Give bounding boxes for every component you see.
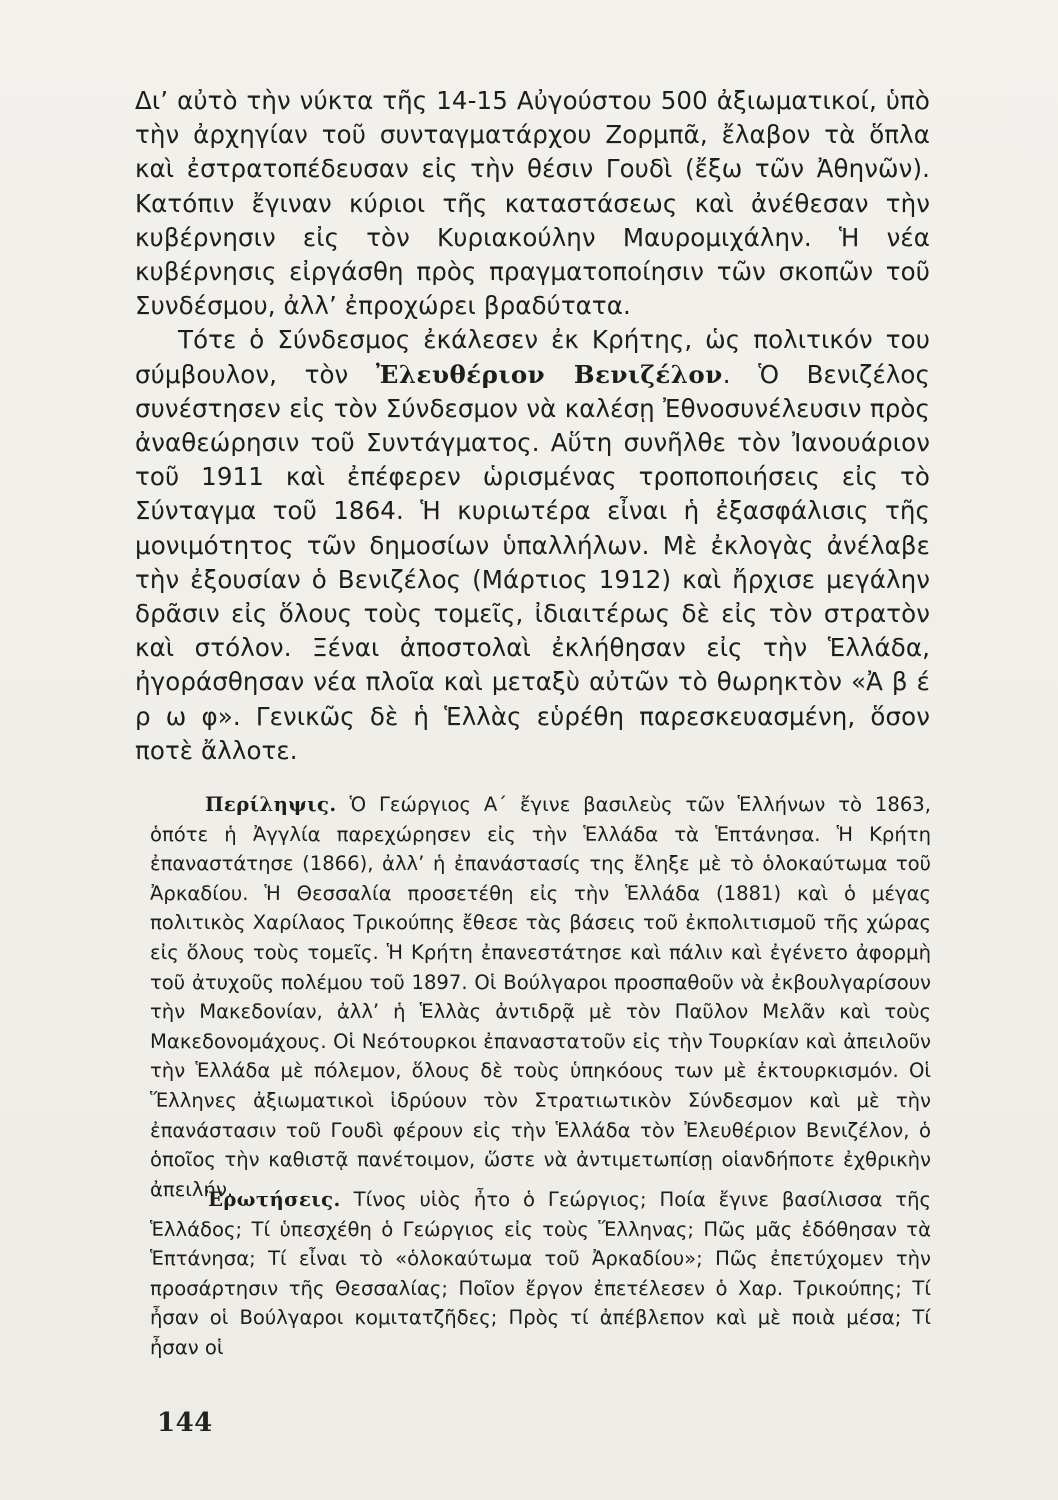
paragraph-venizelos	[135, 323, 930, 768]
page-number: 144	[157, 1408, 213, 1438]
questions-heading: Ἐρωτήσεις.	[205, 1188, 341, 1211]
main-body-text	[135, 84, 930, 768]
name-venizelos: Ἐλευθέριον Βενιζέλον	[375, 359, 723, 389]
summary-section	[150, 790, 931, 1204]
paragraph-venizelos-rest: . Ὁ Βενιζέλος συνέστησεν εἰς τὸν Σύνδεσμον νὰ καλέσῃ Ἐθνοσυνέλευσιν πρὸς ἀναθεώρησιν τοῦ Συντάγματος. Αὕτη συνῆλθε τὸν Ἰανουάριον τοῦ 1911 καὶ ἐπέφερεν ὡρισμένας τροποποιήσεις εἰς τὸ Σύνταγμα τοῦ 1864. Ἡ κυριωτέρα εἶναι ἡ ἐξασφάλισις τῆς μονιμότητος τῶν δημοσίων ὑπαλλήλων. Μὲ ἐκλογὰς ἀνέλαβε τὴν ἐξουσίαν ὁ Βενιζέλος (Μάρτιος 1912) καὶ ἤρχισε μεγάλην δρᾶσιν εἰς ὅλους τοὺς τομεῖς, ἰδιαιτέρως δὲ εἰς τὸν στρατὸν καὶ στόλον. Ξέναι ἀποστολαὶ ἐκλήθησαν εἰς τὴν Ἑλλάδα, ἠγοράσθησαν νέα πλοῖα καὶ μεταξὺ αὐτῶν τὸ θωρηκτὸν «Ἀ β έ ρ ω φ». Γενικῶς δὲ ἡ Ἑλλὰς εὑρέθη παρεσκευασμένη, ὅσον ποτὲ ἄλλοτε.	[135, 359, 930, 765]
paragraph-venizelos-intro: Τότε ὁ Σύνδεσμος ἐκάλεσεν ἐκ Κρήτης, ὡς πολιτικόν του σύμβουλον, τὸν	[135, 325, 930, 389]
questions-section	[150, 1185, 931, 1363]
questions-paragraph	[150, 1185, 931, 1363]
summary-heading: Περίληψις.	[205, 793, 337, 816]
paragraph-goudi-revolt: Δι’ αὐτὸ τὴν νύκτα τῆς 14-15 Αὐγούστου 500 ἀξιωματικοί, ὑπὸ τὴν ἀρχηγίαν τοῦ συνταγματάρχου Ζορμπᾶ, ἔλαβον τὰ ὅπλα καὶ ἐστρατοπέδευσαν εἰς τὴν θέσιν Γουδὶ (ἔξω τῶν Ἀθηνῶν). Κατόπιν ἔγιναν κύριοι τῆς καταστάσεως καὶ ἀνέθεσαν τὴν κυβέρνησιν εἰς τὸν Κυριακούλην Μαυρομιχάλην. Ἡ νέα κυβέρνησις εἰργάσθη πρὸς πραγματοποίησιν τῶν σκοπῶν τοῦ Συνδέσμου, ἀλλ’ ἐπροχώρει βραδύτατα.	[135, 86, 930, 321]
summary-paragraph	[150, 790, 931, 1204]
summary-text: Ὁ Γεώργιος Α΄ ἔγινε βασιλεὺς τῶν Ἑλλήνων τὸ 1863, ὁπότε ἡ Ἀγγλία παρεχώρησεν εἰς τὴν Ἑλλάδα τὰ Ἑπτάνησα. Ἡ Κρήτη ἐπαναστάτησε (1866), ἀλλ’ ἡ ἐπανάστασίς της ἔληξε μὲ τὸ ὁλοκαύτωμα τοῦ Ἀρκαδίου. Ἡ Θεσσαλία προσετέθη εἰς τὴν Ἑλλάδα (1881) καὶ ὁ μέγας πολιτικὸς Χαρίλαος Τρικούπης ἔθεσε τὰς βάσεις τοῦ ἐκπολιτισμοῦ τῆς χώρας εἰς ὅλους τοὺς τομεῖς. Ἡ Κρήτη ἐπανεστάτησε καὶ πάλιν καὶ ἐγένετο ἀφορμὴ τοῦ ἀτυχοῦς πολέμου τοῦ 1897. Οἱ Βούλγαροι προσπαθοῦν νὰ ἐκβουλγαρίσουν τὴν Μακεδονίαν, ἀλλ’ ἡ Ἑλλὰς ἀντιδρᾷ μὲ τὸν Παῦλον Μελᾶν καὶ τοὺς Μακεδονομάχους. Οἱ Νεότουρκοι ἐπαναστατοῦν εἰς τὴν Τουρκίαν καὶ ἀπειλοῦν τὴν Ἑλλάδα μὲ πόλεμον, ὅλους δὲ τοὺς ὑπηκόους των μὲ ἐκτουρκισμόν. Οἱ Ἕλληνες ἀξιωματικοὶ ἱδρύουν τὸν Στρατιωτικὸν Σύνδεσμον καὶ μὲ τὴν ἐπανάστασιν τοῦ Γουδὶ φέρουν εἰς τὴν Ἑλλάδα τὸν Ἐλευθέριον Βενιζέλον, ὁ ὁποῖος τὴν καθιστᾷ πανέτοιμον, ὥστε νὰ ἀντιμετωπίσῃ οἱανδήποτε ἐχθρικὴν ἀπειλήν.	[150, 793, 931, 1201]
questions-text: Τίνος υἱὸς ἦτο ὁ Γεώργιος; Ποία ἔγινε βασίλισσα τῆς Ἑλλάδος; Τί ὑπεσχέθη ὁ Γεώργιος εἰς τοὺς Ἕλληνας; Πῶς μᾶς ἐδόθησαν τὰ Ἑπτάνησα; Τί εἶναι τὸ «ὁλοκαύτωμα τοῦ Ἀρκαδίου»; Πῶς ἐπετύχομεν τὴν προσάρτησιν τῆς Θεσσαλίας; Ποῖον ἔργον ἐπετέλεσεν ὁ Χαρ. Τρικούπης; Τί ἦσαν οἱ Βούλγαροι κομιτατζῆδες; Πρὸς τί ἀπέβλεπον καὶ μὲ ποιὰ μέσα; Τί ἦσαν οἱ	[150, 1188, 931, 1359]
